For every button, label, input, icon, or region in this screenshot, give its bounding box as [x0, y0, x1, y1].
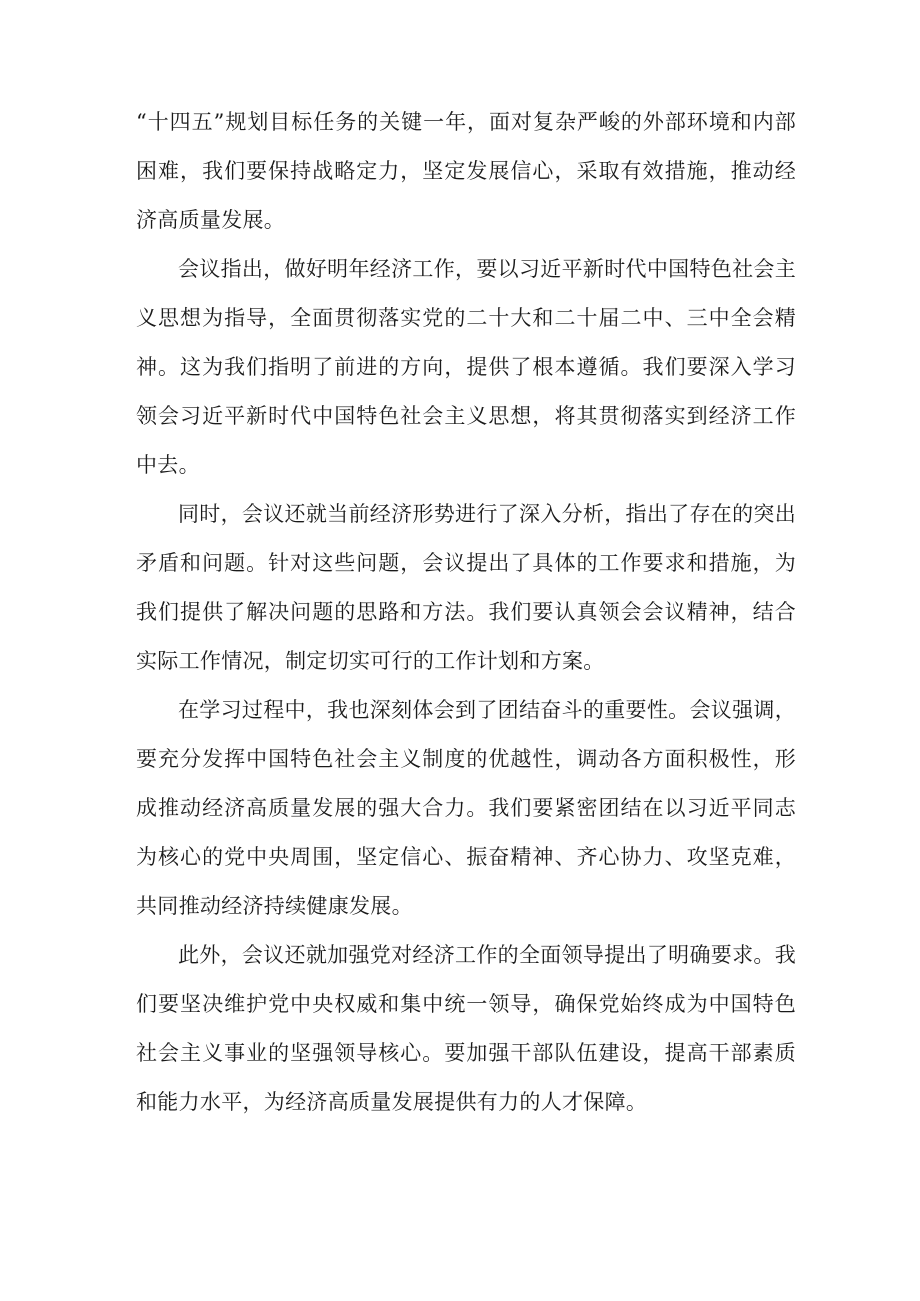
paragraph-1: “十四五”规划目标任务的关键一年，面对复杂严峻的外部环境和内部困难，我们要保持战略定力，坚定发展信心，采取有效措施，推动经济高质量发展。	[136, 110, 796, 232]
paragraph-5: 此外，会议还就加强党对经济工作的全面领导提出了明确要求。我们要坚决维护党中央权威和集中统一领导，确保党始终成为中国特色社会主义事业的坚强领导核心。要加强干部队伍建设，提高干部素质和能力水平，为经济高质量发展提供有力的人才保障。	[136, 943, 796, 1114]
paragraph-3: 同时，会议还就当前经济形势进行了深入分析，指出了存在的突出矛盾和问题。针对这些问题，会议提出了具体的工作要求和措施，为我们提供了解决问题的思路和方法。我们要认真领会会议精神，结合实际工作情况，制定切实可行的工作计划和方案。	[136, 502, 796, 673]
paragraph-2: 会议指出，做好明年经济工作，要以习近平新时代中国特色社会主义思想为指导，全面贯彻落实党的二十大和二十届二中、三中全会精神。这为我们指明了前进的方向，提供了根本遵循。我们要深入学习领会习近平新时代中国特色社会主义思想，将其贯彻落实到经济工作中去。	[136, 257, 796, 477]
paragraph-4: 在学习过程中，我也深刻体会到了团结奋斗的重要性。会议强调，要充分发挥中国特色社会主义制度的优越性，调动各方面积极性，形成推动经济高质量发展的强大合力。我们要紧密团结在以习近平同志为核心的党中央周围，坚定信心、振奋精神、齐心协力、攻坚克难，共同推动经济持续健康发展。	[136, 698, 796, 918]
document-body	[136, 98, 796, 1127]
